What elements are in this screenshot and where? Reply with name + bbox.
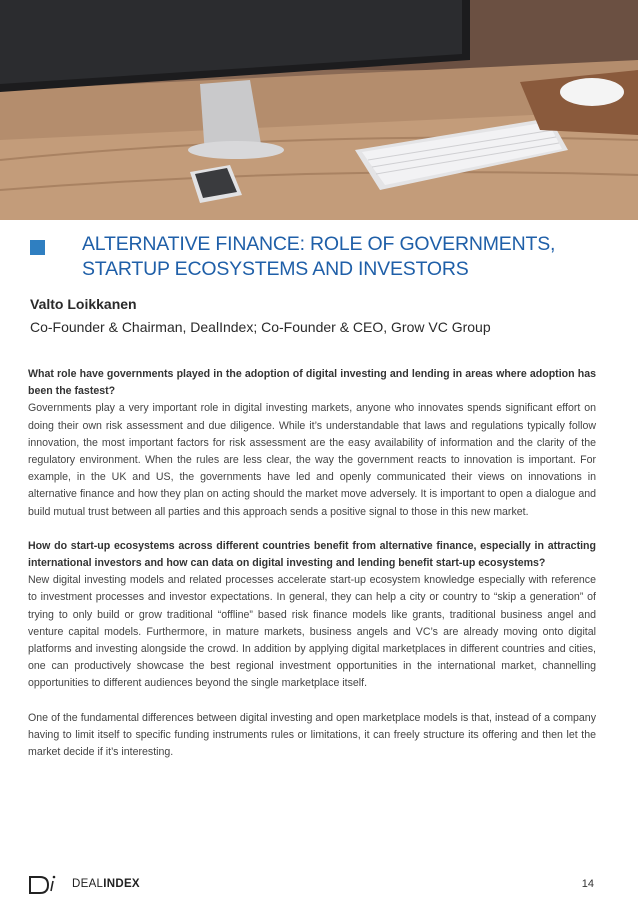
dealindex-logo bbox=[28, 872, 140, 896]
title-line-1: ALTERNATIVE FINANCE: ROLE OF GOVERNMENTS, bbox=[82, 233, 556, 255]
answer-1: Governments play a very important role in digital investing markets, anyone who innovates spends significant effort on doing their own risk assessment and due diligence. While it’s understandable that laws and regulations typically follow innovation, the most important factors for risk assessment are the easy availability of information and the clarity of the regulatory environment. When the rules are less clear, the way the government reacts to innovation is important. For example, in the UK and US, the governments have led and openly communicated their views on innovations in alternative finance and how they plan on acting should the market move adversely. It is important to open a dialogue and build mutual trust between all parties and this approach sends a positive signal to those in this new market. bbox=[28, 402, 596, 518]
question-1: What role have governments played in the adoption of digital investing and lending in areas where adoption has been the fastest? bbox=[28, 368, 596, 398]
answer-3: One of the fundamental differences between digital investing and open marketplace models is that, instead of a company having to limit itself to specific funding instruments rules or limitations, it can freely structure its offering and then let the market decide if it’s interesting. bbox=[28, 711, 596, 759]
author-name: Valto Loikkanen bbox=[30, 296, 137, 312]
dealindex-mark-icon bbox=[28, 873, 58, 895]
question-2: How do start-up ecosystems across different countries benefit from alternative finance, especially in attracting international investors and how can data on digital investing and lending benefit start-up ecosystems? bbox=[28, 539, 596, 570]
hero-photo bbox=[0, 0, 638, 220]
article-title bbox=[82, 232, 622, 282]
brand-name: DEALINDEX bbox=[72, 878, 140, 890]
author-role: Co-Founder & Chairman, DealIndex; Co-Founder & CEO, Grow VC Group bbox=[30, 319, 491, 335]
title-line-2: STARTUP ECOSYSTEMS AND INVESTORS bbox=[82, 258, 469, 280]
article-body bbox=[28, 366, 596, 761]
answer-2: New digital investing models and related processes accelerate start-up ecosystem knowledge especially with reference to investment processes and investor expectations. In general, they can help a city or country to “skip a generation” of trying to only build or grow traditional “offline” based risk finance models like grants, traditional business angel and venture capital models. Furthermore, in mature markets, business angels and VC’s are already moving onto digital platforms and investing alongside the crowd. In addition by applying digital marketplaces in different countries and cities, one can productively showcase the best regional investment opportunities in the international market, channelling opportunities to different audiences beyond the single marketplace itself. bbox=[28, 574, 596, 690]
accent-square-icon bbox=[30, 240, 45, 255]
page-number: 14 bbox=[581, 878, 594, 890]
desk-illustration bbox=[0, 0, 638, 220]
